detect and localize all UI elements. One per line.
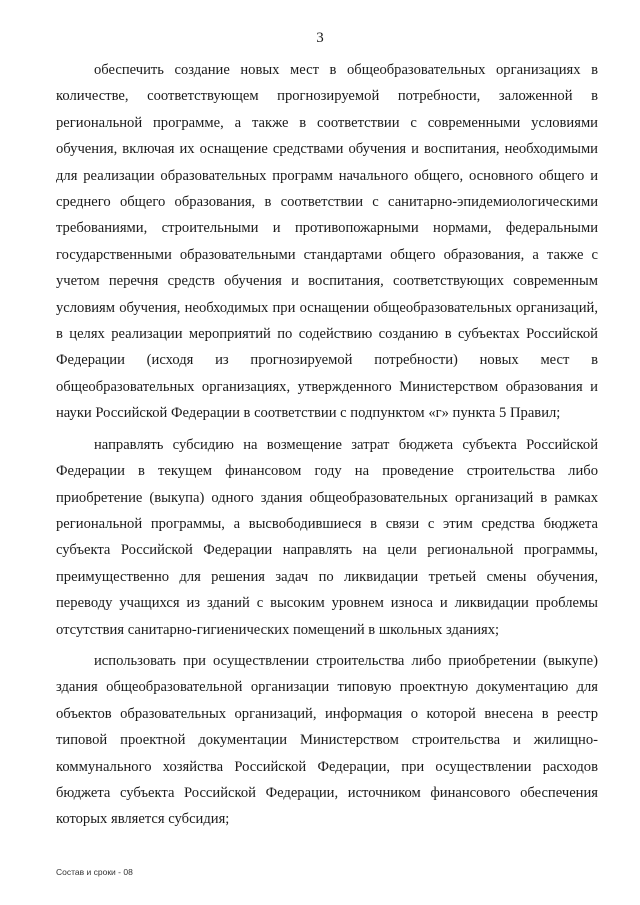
document-body [56, 57, 598, 838]
paragraph-create-new-places: обеспечить создание новых мест в общеобразовательных организациях в количестве, соответствующем прогнозируемой потребности, заложенной в региональной программе, а также в соответствии с современными условиями обучения, включая их оснащение средствами обучения и воспитания, необходимыми для реализации образовательных программ начального общего, основного общего и среднего общего образования, в соответствии с санитарно-эпидемиологическими требованиями, строительными и противопожарными нормами, федеральными государственными образовательными стандартами общего образования, а также с учетом перечня средств обучения и воспитания, соответствующих современным условиям обучения, необходимых при оснащении общеобразовательных организаций, в целях реализации мероприятий по содействию созданию в субъектах Российской Федерации (исходя из прогнозируемой потребности) новых мест в общеобразовательных организациях, утвержденного Министерством образования и науки Российской Федерации в соответствии с подпунктом «г» пункта 5 Правил; [56, 62, 598, 422]
page-number: 3 [316, 30, 324, 46]
paragraph-direct-subsidy: направлять субсидию на возмещение затрат бюджета субъекта Российской Федерации в текущем финансовом году на проведение строительства либо приобретение (выкупа) одного здания общеобразовательных организаций в рамках региональной программы, а высвободившиеся в связи с этим средства бюджета субъекта Российской Федерации направлять на цели региональной программы, преимущественно для решения задач по ликвидации третьей смены обучения, переводу учащихся из зданий с высоким уровнем износа и ликвидации проблемы отсутствия санитарно-гигиенических помещений в школьных зданиях; [56, 436, 598, 638]
paragraph-use-standard-design: использовать при осуществлении строительства либо приобретении (выкупе) здания общеобразовательной организации типовую проектную документацию для объектов образовательных организаций, информация о которой внесена в реестр типовой проектной документации Министерством строительства и жилищно-коммунального хозяйства Российской Федерации, при осуществлении расходов бюджета субъекта Российской Федерации, источником финансового обеспечения которых является субсидия; [56, 652, 598, 828]
footer-note: Состав и сроки - 08 [56, 867, 133, 877]
